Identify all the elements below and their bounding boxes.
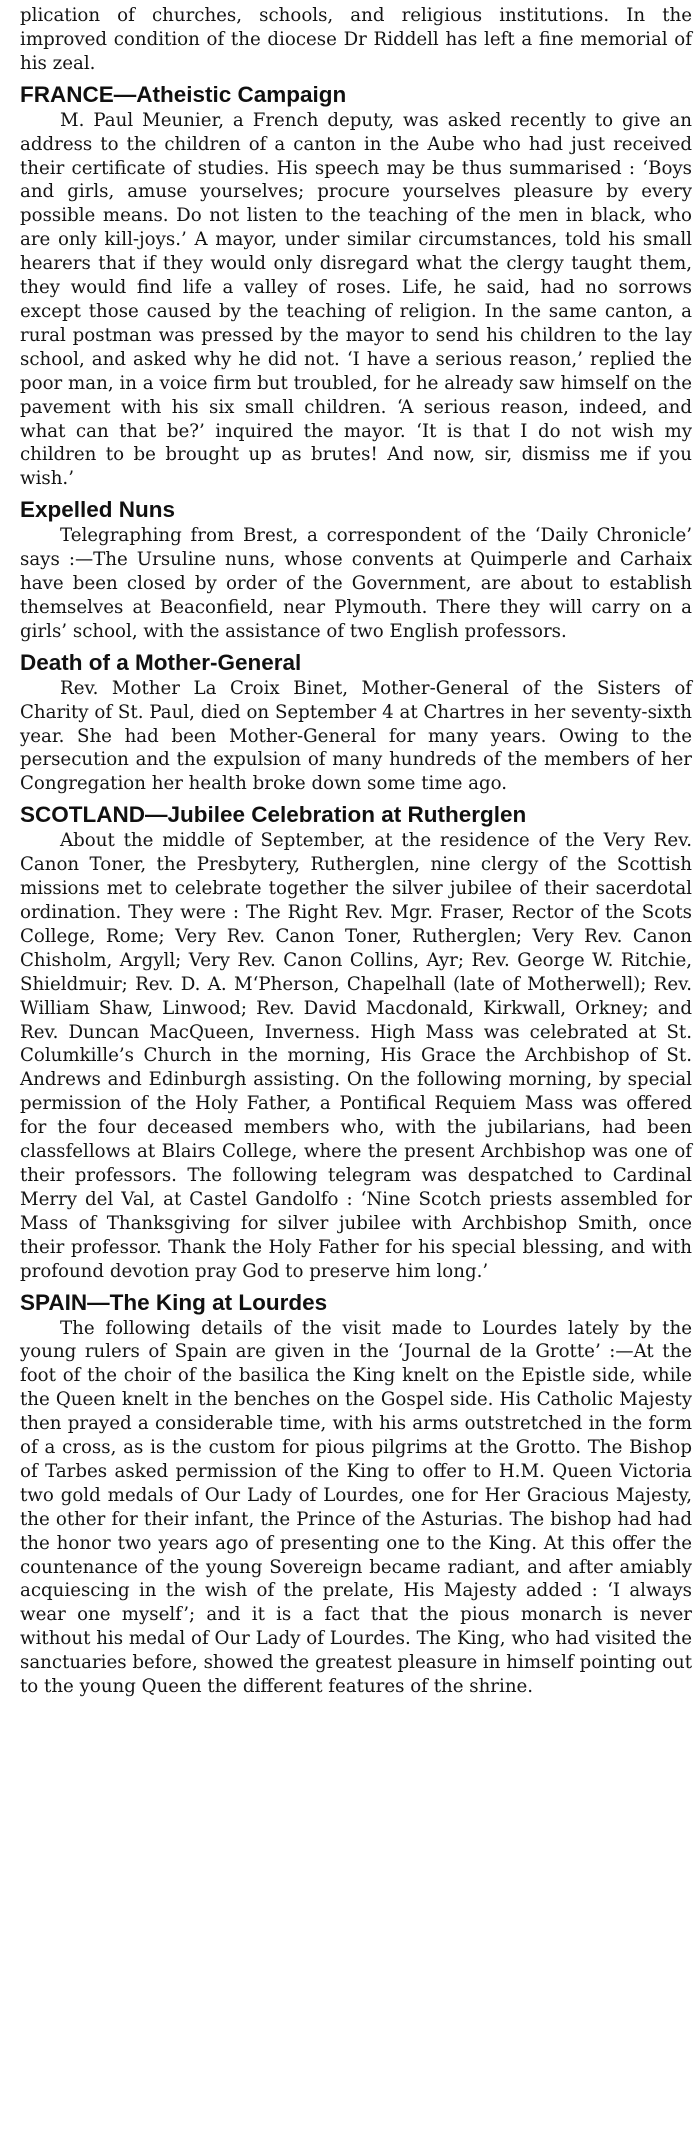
section-heading-spain: SPAIN—The King at Lourdes (20, 1289, 328, 1315)
section-body-spain: The following details of the visit made to Lourdes lately by the young rulers of Spain are given in the ‘Journal de la Grotte’ :—At the foot of the choir of the basilica the King knelt on the Epistle side, while the Queen knelt in the benches on the Gospel side. His Catholic Majesty then prayed a considerable time, with his arms outstretched in the form of a cross, as is the custom for pious pilgrims at the Grotto. The Bishop of Tarbes asked permission of the King to offer to H.M. Queen Victoria two gold medals of Our Lady of Lourdes, one for Her Gracious Majesty, the other for their infant, the Prince of the Asturias. The bishop had had the honor two years ago of presenting one to the King. At this offer the countenance of the young Sovereign became radiant, and after amiably acquiescing in the wish of the prelate, His Majesty added : ‘I always wear one myself’; and it is a fact that the pious monarch is never without his medal of Our Lady of Lourdes. The King, who had visited the sanctuaries before, showed the greatest pleasure in himself pointing out to the young Queen the different features of the shrine. (20, 1317, 692, 1698)
section-body-scotland: About the middle of September, at the residence of the Very Rev. Canon Toner, the Presbytery, Rutherglen, nine clergy of the Scottish missions met to celebrate together the silver jubilee of their sacerdotal ordination. They were : The Right Rev. Mgr. Fraser, Rector of the Scots College, Rome; Very Rev. Canon Toner, Rutherglen; Very Rev. Canon Chisholm, Argyll; Very Rev. Canon Collins, Ayr; Rev. George W. Ritchie, Shieldmuir; Rev. D. A. M‘Pherson, Chapelhall (late of Motherwell); Rev. William Shaw, Linwood; Rev. David Macdonald, Kirkwall, Orkney; and Rev. Duncan MacQueen, Inverness. High Mass was celebrated at St. Columkille’s Church in the morning, His Grace the Archbishop of St. Andrews and Edinburgh assisting. On the following morning, by special permission of the Holy Father, a Pontifical Requiem Mass was offered for the four deceased members who, with the jubilarians, had been classfellows at Blairs College, where the present Archbishop was one of their professors. The following telegram was despatched to Cardinal Merry del Val, at Castel Gandolfo : ‘Nine Scotch priests assembled for Mass of Thanksgiving for silver jubilee with Archbishop Smith, once their professor. Thank the Holy Father for his special blessing, and with profound devotion pray God to preserve him long.’ (20, 830, 692, 1282)
section-heading-france: FRANCE—Atheistic Campaign (20, 81, 347, 107)
section-body-expelled-nuns: Telegraphing from Brest, a correspondent of the ‘Daily Chronicle’ says :—The Ursuline nuns, whose convents at Quimperle and Carhaix have been closed by order of the Government, are about to establish themselves at Beaconfield, near Plymouth. There they will carry on a girls’ school, with the assistance of two English professors. (20, 525, 692, 642)
section-body-france: M. Paul Meunier, a French deputy, was asked recently to give an address to the children of a canton in the Aube who had just received their certificate of studies. His speech may be thus summarised : ‘Boys and girls, amuse yourselves; procure yourselves pleasure by every possible means. Do not listen to the teaching of the men in black, who are only kill-joys.’ A mayor, under similar circumstances, told his small hearers that if they would only disregard what the clergy taught them, they would find life a valley of roses. Life, he said, had no sorrows except those caused by the teaching of religion. In the same canton, a rural postman was pressed by the mayor to send his children to the lay school, and asked why he did not. ‘I have a serious reason,’ replied the poor man, in a voice firm but troubled, for he already saw himself on the pavement with his six small children. ‘A serious reason, indeed, and what can that be?’ inquired the mayor. ‘It is that I do not wish my children to be brought up as brutes! And now, sir, dismiss me if you wish.’ (20, 109, 692, 490)
section-body-mother-general: Rev. Mother La Croix Binet, Mother-General of the Sisters of Charity of St. Paul, died on September 4 at Chartres in her seventy-sixth year. She had been Mother-General for many years. Owing to the persecution and the expulsion of many hundreds of the members of her Congregation her health broke down some time ago. (20, 677, 692, 795)
section-heading-scotland: SCOTLAND—Jubilee Celebration at Rutherglen (20, 802, 527, 828)
section-heading-expelled-nuns: Expelled Nuns (20, 497, 176, 523)
intro-paragraph: plication of churches, schools, and religious institutions. In the improved condition of the diocese Dr Riddell has left a fine memorial of his zeal. (20, 5, 692, 74)
section-heading-mother-general: Death of a Mother-General (20, 649, 302, 675)
